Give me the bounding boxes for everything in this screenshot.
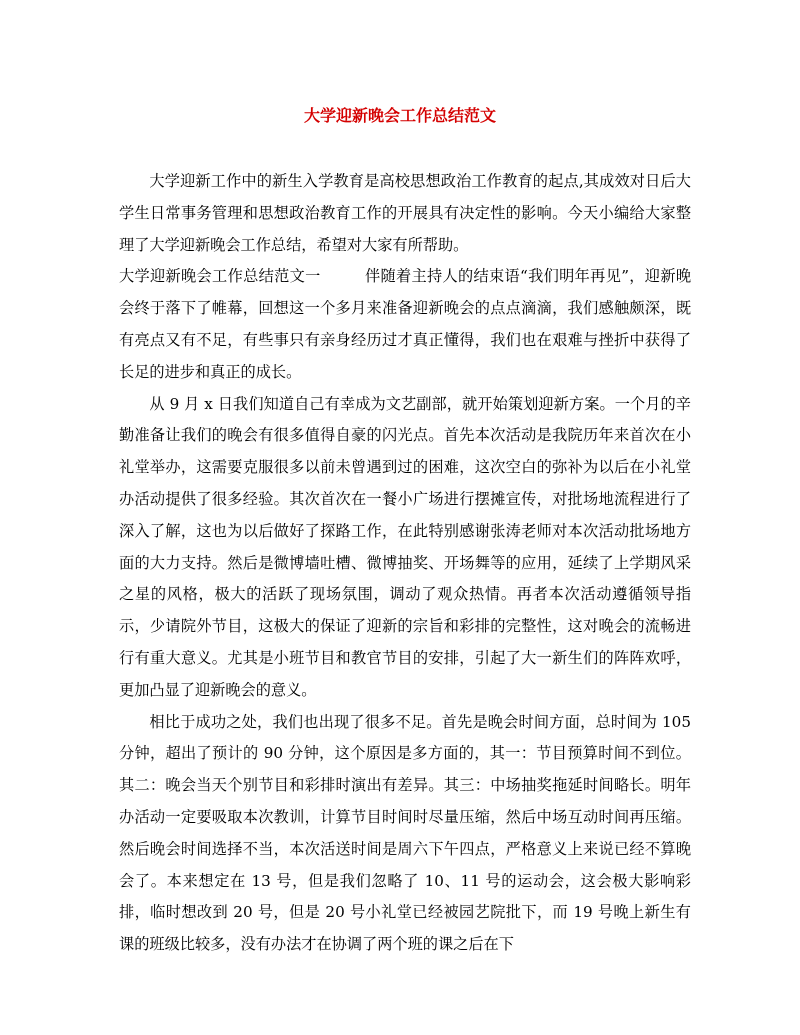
document-body	[119, 166, 691, 961]
paragraph-intro: 大学迎新工作中的新生入学教育是高校思想政治工作教育的起点,其成效对日后大学生日常事务管理和思想政治教育工作的开展具有决定性的影响。今天小编给大家整理了大学迎新晚会工作总结，希望对大家有所帮助。	[119, 172, 691, 254]
paragraph-highlights: 从 9 月 x 日我们知道自己有幸成为文艺副部，就开始策划迎新方案。一个月的辛勤准备让我们的晚会有很多值得自豪的闪光点。首先本次活动是我院历年来首次在小礼堂举办，这需要克服很多以前未曾遇到过的困难，这次空白的弥补为以后在小礼堂办活动提供了很多经验。其次首次在一餐小广场进行摆摊宣传，对批场地流程进行了深入了解，这也为以后做好了探路工作，在此特别感谢张涛老师对本次活动批场地方面的大力支持。然后是微博墙吐槽、微博抽奖、开场舞等的应用，延续了上学期风采之星的风格，极大的活跃了现场氛围，调动了观众热情。再者本次活动遵循领导指示，少请院外节目，这极大的保证了迎新的宗旨和彩排的完整性，这对晚会的流畅进行有重大意义。尤其是小班节目和教官节目的安排，引起了大一新生们的阵阵欢呼，更加凸显了迎新晚会的意义。	[119, 394, 691, 699]
section-heading: 大学迎新晚会工作总结范文一	[119, 267, 321, 286]
paragraph-shortcomings: 相比于成功之处，我们也出现了很多不足。首先是晚会时间方面，总时间为 105 分钟，超出了预计的 90 分钟，这个原因是多方面的，其一：节目预算时间不到位。其二：晚会当天个别节目和彩排时演出有差异。其三：中场抽奖拖延时间略长。明年办活动一定要吸取本次教训，计算节目时间时尽量压缩，然后中场互动时间再压缩。然后晚会时间选择不当，本次活送时间是周六下午四点，严格意义上来说已经不算晚会了。本来想定在 13 号，但是我们忽略了 10、11 号的运动会，这会极大影响彩排，临时想改到 20 号，但是 20 号小礼堂已经被园艺院批下，而 19 号晚上新生有课的班级比较多，没有办法才在协调了两个班的课之后在下	[119, 712, 691, 954]
paragraph-section-one	[119, 261, 691, 388]
section-one-text: 伴随着主持人的结束语“我们明年再见”，迎新晚会终于落下了帷幕，回想这一个多月来准备迎新晚会的点点滴滴，我们感触颇深，既有亮点又有不足，有些事只有亲身经历过才真正懂得，我们也在艰难与挫折中获得了长足的进步和真正的成长。	[119, 267, 692, 381]
document-title: 大学迎新晚会工作总结范文	[303, 106, 496, 125]
